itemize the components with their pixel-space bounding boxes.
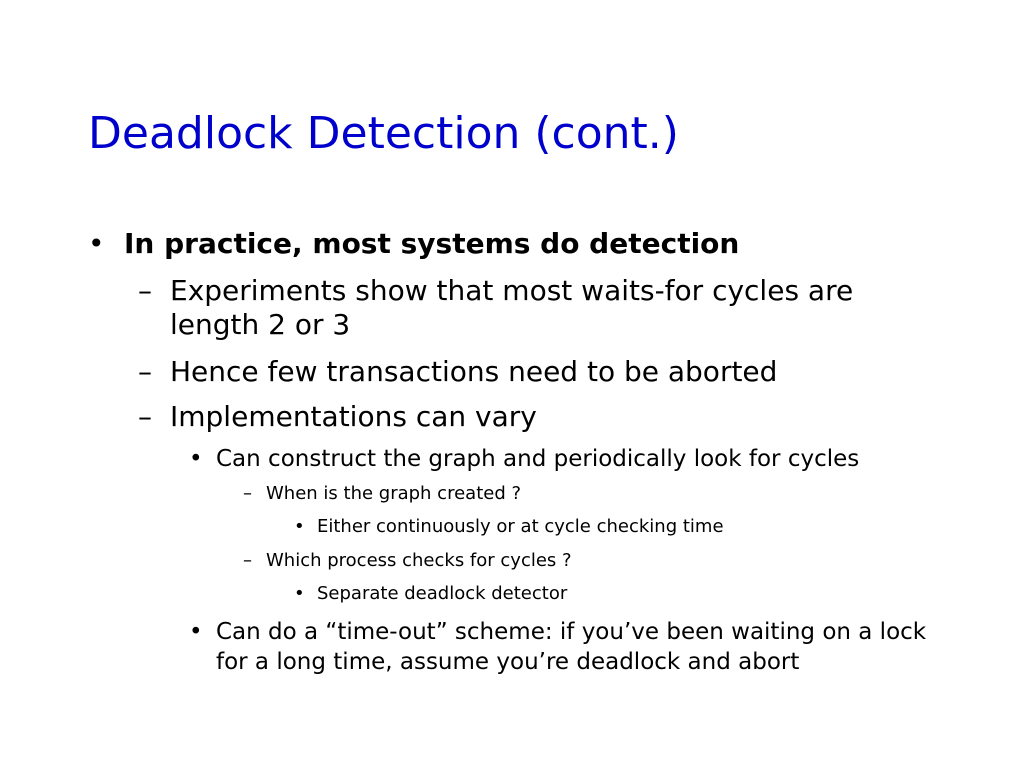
bullet-dash-icon: –: [138, 274, 152, 307]
bullet-level5: [294, 515, 724, 539]
bullet-text: In practice, most systems do detection: [124, 227, 740, 260]
bullet-level2: [138, 400, 930, 434]
bullet-text: Can construct the graph and periodically look for cycles: [216, 446, 860, 472]
bullet-dot-icon: •: [189, 446, 203, 472]
bullet-text: Separate deadlock detector: [317, 583, 568, 604]
bullet-level4: [243, 549, 572, 573]
bullet-level4: [243, 482, 521, 506]
bullet-text: When is the graph created ?: [266, 483, 522, 504]
bullet-dash-icon: –: [138, 400, 152, 433]
bullet-level3: [189, 617, 946, 677]
bullet-dot-icon: •: [294, 516, 305, 537]
bullet-level2: [138, 274, 930, 342]
bullet-text: Experiments show that most waits-for cycles are length 2 or 3: [170, 274, 854, 341]
bullet-dot-icon: •: [88, 227, 105, 260]
bullet-dot-icon: •: [189, 619, 203, 645]
bullet-text: Implementations can vary: [170, 400, 537, 433]
bullet-text: Can do a “time-out” scheme: if you’ve been waiting on a lock for a long time, assume you’re deadlock and abort: [216, 619, 927, 675]
bullet-dash-icon: –: [138, 355, 152, 388]
slide-title: Deadlock Detection (cont.): [88, 108, 679, 159]
bullet-text: Hence few transactions need to be aborted: [170, 355, 778, 388]
bullet-dash-icon: –: [243, 550, 252, 571]
bullet-level2: [138, 355, 930, 389]
bullet-level3: [189, 444, 946, 474]
bullet-level5: [294, 582, 567, 606]
bullet-dot-icon: •: [294, 583, 305, 604]
bullet-dash-icon: –: [243, 483, 252, 504]
bullet-text: Which process checks for cycles ?: [266, 550, 572, 571]
bullet-text: Either continuously or at cycle checking time: [317, 516, 724, 537]
bullet-level1: [88, 226, 739, 262]
